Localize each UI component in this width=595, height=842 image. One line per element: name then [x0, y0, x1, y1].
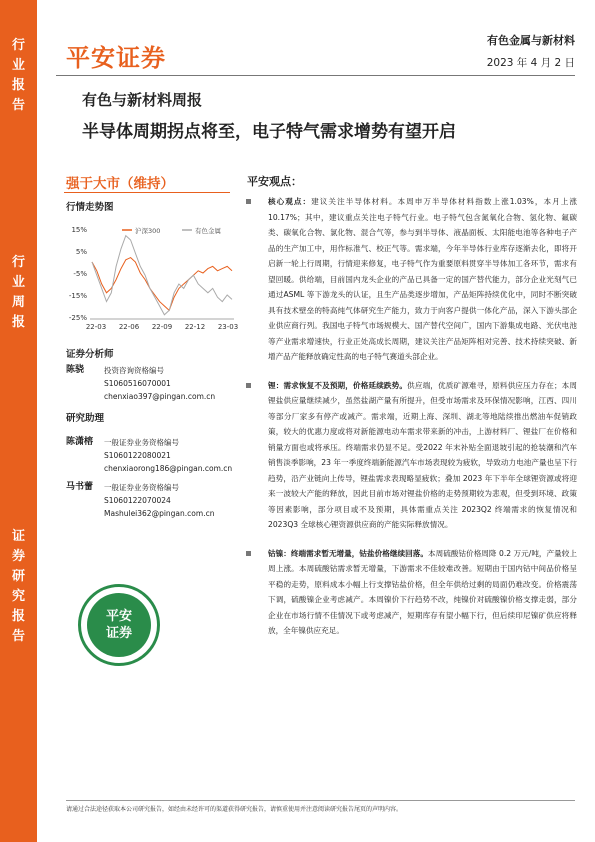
- header-meta: [487, 30, 575, 74]
- x-tick-label: 22-03: [85, 323, 107, 331]
- assistant-name: 陈潇榕: [66, 437, 94, 447]
- x-tick-label: 22-09: [151, 323, 173, 331]
- y-tick-label: -15%: [68, 292, 87, 300]
- assistant-cert-number: S1060122080021: [104, 451, 171, 460]
- assistant-cert-label: 一般证券业务资格编号: [104, 483, 179, 492]
- assistant-cert-number: S1060122070024: [104, 496, 171, 505]
- company-logo: 平安证券: [66, 44, 166, 72]
- header-divider: [56, 75, 575, 76]
- bullet-lead: 锂：需求恢复不及预期，价格延续跌势。: [268, 380, 408, 390]
- assistant-section-label: 研究助理: [66, 413, 105, 424]
- x-tick-label: 22-06: [118, 323, 140, 331]
- x-tick-label: 23-03: [217, 323, 239, 331]
- bullet-cobalt-nickel: [241, 546, 577, 639]
- legend-label: 沪深300: [135, 227, 161, 235]
- sidebar-label-research-report: 证 券 研 究 报 告: [11, 529, 25, 644]
- company-seal-stamp: [78, 584, 160, 666]
- bullet-lead: 钴镍：终端需求暂无增量，钴盐价格继续回落。: [268, 548, 428, 558]
- rating-divider: [64, 192, 230, 193]
- footer-divider: [66, 800, 575, 801]
- bullet-lithium: [241, 378, 577, 533]
- viewpoint-heading: 平安观点：: [247, 175, 302, 188]
- report-title: 半导体周期拐点将至，电子特气需求增势有望开启: [82, 122, 456, 142]
- bullet-lead: 核心观点：: [268, 197, 312, 206]
- report-subtitle: 有色与新材料周报: [82, 91, 203, 109]
- footer-disclaimer: 请通过合法途径获取本公司研究报告，如经由未经许可的渠道获得研究报告，请慎重使用并注意阅读研究报告尾页的声明内容。: [66, 806, 403, 813]
- bullet-core-view: [241, 194, 577, 365]
- sidebar-label-industry-report: 行 业 报 告: [11, 38, 25, 113]
- y-tick-label: -25%: [68, 314, 87, 322]
- analyst-email: chenxiao397@pingan.com.cn: [104, 392, 216, 401]
- y-tick-label: 5%: [75, 248, 87, 256]
- assistant-name: 马书蕾: [66, 482, 94, 492]
- bullet-text: 建议关注半导体材料。本周申万半导体材料指数上涨1.03%，本月上涨 10.17%；其中，建议重点关注电子特气行业。电子特气包含氮氧化合物、氢化物、氟碳类、碳氧化合物、氯化物、混合气等，参与到半导体、液晶面板、太阳能电池等各种电子产品的生产加工中，用作标准气、校正气等。需求端，今年半导体行业库存逐渐去化，即将开启新一轮上行周期，行情迎来修复，电子特气作为重要原料贯穿半导体加工各环节，需求有望回暖。供给端，目前国内龙头企业的产品已具备一定的国产替代能力，部分企业光刻气已通过ASML 等下游龙头的认证，且生产品类逐步增加，产品矩阵持续优化中，同时不断突破具有技术壁垒的特高纯气体研究生产能力，致力于向客户提供一体化产品，深入下游头部企业供应商行列。我国电子特气市场规模大、国产替代空间广，国内下游集成电路、光伏电池等产业需求增速快，行业正处高成长周期，建议关注产品矩阵相对完善、技术持续突破、新增产品产能释放确定性高的电子特气赛道头部企业。: [268, 197, 578, 361]
- industry-category: 有色金属与新材料: [487, 34, 575, 47]
- y-tick-label: -5%: [73, 270, 87, 278]
- series-line-nonferrous: [92, 236, 232, 315]
- analyst-section-label: 证券分析师: [66, 349, 114, 360]
- bullet-text: 本周硫酸钴价格周降 0.2 万元/吨，产量较上周上涨。本周硫酸钴需求暂无增量，下游需求不佳较难改善。短期由于国内钴中间品价格呈平稳的走势，原料成本小幅上行支撑钴盐价格，但全年供给过剩的局面仍难改变。价格震荡下调，硫酸镍企业考虑减产。本周镍价下行趋势不改，纯镍价对硫酸镍价格支撑走弱，部分企业在市场行情不佳情况下或考虑减产，短期库存有望小幅下行，但后续印尼镍矿供应将释放，全年镍供应充足。: [268, 548, 577, 635]
- bullet-text: 供应端，优质矿源难寻，原料供应压力存在；本周锂盐供应量继续减少，虽然盐湖产量有所提升，但受市场需求及环保情况影响，江西、四川等部分厂家多有停产或减产。需求端，近期上海、深圳、湖北等地陆续推出燃油车促销政策，较大的优惠力度或将对新能源电动车需求带来新的冲击，上游材料厂、锂盐厂在价格和销量方面也或将承压。终端需求仍显不足。受2022 年末补贴全面退坡引起的抢装潮和汽车销售淡季影响，23 年一季度终端新能源汽车市场表现较为疲软，导致动力电池产量也呈下行趋势，沿产业链向上传导，锂盐需求表现略显疲软；叠加 2023 年下半年全球锂资源或将迎来一波较大产能的释放，因此目前市场对锂盐价格的走势预期较为悲观，但受到环境、政策等因素影响，部分项目或不及预期，具体需重点关注 2023Q2 终端需求的恢复情况和2023Q3 全球核心锂资源供应商的产能实际释放情况。: [268, 380, 577, 529]
- sidebar-label-weekly-report: 行 业 周 报: [11, 255, 25, 330]
- assistant-email: Mashulei362@pingan.com.cn: [104, 509, 215, 518]
- y-tick-label: 15%: [71, 226, 87, 234]
- seal-text: 平安 证券: [87, 593, 151, 657]
- assistant-email: chenxiaorong186@pingan.com.cn: [104, 464, 233, 473]
- assistant-cert-label: 一般证券业务资格编号: [104, 438, 179, 447]
- viewpoint-bullets: [241, 194, 577, 652]
- bullet-square-icon: [246, 199, 251, 204]
- chart-section-label: 行情走势图: [66, 202, 114, 213]
- legend-label: 有色金属: [195, 227, 221, 235]
- analyst-cert-number: S1060516070001: [104, 379, 171, 388]
- analyst-name: 陈骁: [66, 365, 85, 375]
- sidebar-stripe: [0, 0, 37, 842]
- rating-label: 强于大市（维持）: [66, 176, 174, 192]
- report-date: 2023 年 4 月 2 日: [486, 57, 575, 69]
- analyst-cert-label: 投资咨询资格编号: [104, 366, 164, 375]
- bullet-square-icon: [246, 551, 251, 556]
- price-trend-chart: [62, 221, 240, 336]
- x-tick-label: 22-12: [184, 323, 206, 331]
- chart-svg: [62, 221, 240, 336]
- bullet-square-icon: [246, 383, 251, 388]
